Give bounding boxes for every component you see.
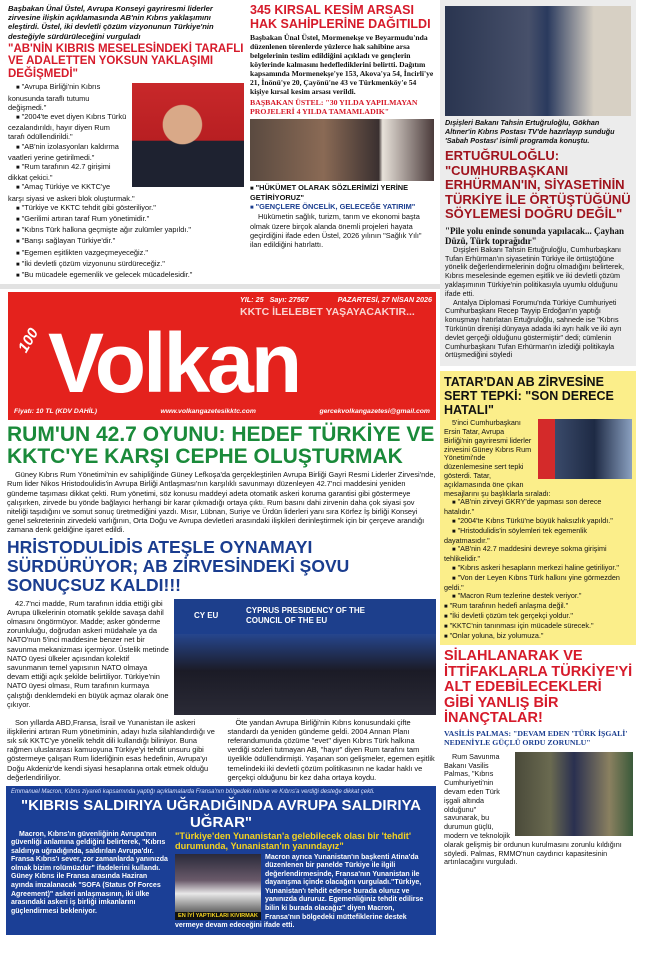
arsa-subhead: BAŞBAKAN ÜSTEL: "30 YILDA YAPILMAYAN PROJELERİ 4 YILDA TAMAMLADIK" [250, 98, 418, 116]
bullet: ■ "AB'nin zirveyi GKRY'de yapması son derece hatalıdır." [444, 498, 632, 517]
issue-number: Sayı: 27567 [269, 295, 309, 305]
palmas-subhead: VASİLİS PALMAS: "DEVAM EDEN 'TÜRK İŞGALİ' NEDENİYLE GÜÇLÜ ORDU ZORUNLU" [444, 728, 628, 747]
slogan: KKTC İLELEBET YAŞAYACAKTIR... [240, 306, 415, 319]
main-col-1: 42.7'nci madde, Rum tarafının iddia ettiği gibi Avrupa ülkelerinin otomatik şekilde savaşa dahil olmasını öngörmüyor. Madde; asker gönderme zorunluluğu, doğrudan askeri müdahale ya da NATO'nun 5'inci maddesine benzer net bir savunma mekanizması içermiyor. Üstelik metinde NATO üyesi ülkeler açısından kolektif savunmanın temel yapısının NATO olmaya devam ettiği açık şekilde belirtiliyor. Türkiye'nin NATO üyesi olması, Rum tarafının kurmaya çalıştığı denklemdeki en büyük açmaz olarak öne çıkıyor. [7, 598, 169, 709]
palmas-headline: SİLAHLANARAK VE İTTİFAKLARLA TÜRKİYE'Yİ ALT EDEBİLECEKLERİ GİBİ YANLIŞ BİR İNANÇTALAR! [444, 648, 633, 727]
bullet: ■ "Egemen eşitlikten vazgeçmeyeceğiz." [8, 248, 244, 259]
tatar-bullets [444, 498, 632, 641]
arsa-headline: 345 KIRSAL KESİM ARSASI HAK SAHİPLERİNE DAĞITILDI [250, 3, 431, 31]
bullet: ■ "2004'te evet diyen Kıbrıs Türkü cezalandırıldı, hayır diyen Rum tarafı ödüllendirildi." [8, 112, 244, 142]
main-lead: Güney Kıbrıs Rum Yönetimi'nin ev sahipliğinde Güney Lefkoşa'da gerçekleştirilen Avrupa Birliği Gayri Resmi Liderler Zirvesi'nde, Rum lider Nikos Hristodoulidis'in Avrupa Birliği Antlaşması'nın karşılıklı savunmayı düzenleyen 42.7'nci maddesini yeniden gündeme taşıması dikkat çekti. Rum yönetimi, söz konusu maddeyi adeta otomatik askeri koruma garantisi gibi göstermeye çalışırken, zirvede bu yönde bağlayıcı herhangi bir karar çıkmadığı ortaya çıktı. Rum basını dahi zirvenin daha çok siyasi şov niteliği taşıdığını ve somut sonuç üretmediğini yazdı. Mısır, Lübnan, Suriye ve Ürdün liderleri yanı sıra Körfez İş birliği Konseyi genel sekreterinin zirvedeki varlığının, Orta Doğu ve Avrupa devletleri arasındaki ilişkileri derinleştirmek için bir çerçeve arandığı zamana denk geldiğine işaret edildi. [7, 470, 436, 535]
macron-headline: "KIBRIS SALDIRIYA UĞRADIĞINDA AVRUPA SALDIRIYA UĞRAR" [21, 796, 421, 831]
macron-photo [175, 854, 261, 920]
ustel-photo [132, 83, 244, 187]
ustel-article [8, 4, 244, 281]
price: Fiyatı: 10 TL (KDV DAHİL) [14, 408, 97, 416]
photo-caption-banner: EN İYİ YAPTIKLARI KIVIRMAK [175, 912, 261, 920]
macron-right [175, 831, 431, 931]
macron-col-1: Macron, Kıbrıs'ın güvenliğinin Avrupa'nın güvenliği anlamına geldiğini belirterek, "Kıbrıs saldırıya uğradığında, saldırılan Avrupa'dır. Fransa Kıbrıs'ı sever, zor zamanlarda yanınızda olmak bizim rolümüzdür" ifadelerini kullandı. Güney Kıbrıs ile Fransa arasında Haziran ayında imzalanacak "SOFA (Status Of Forces Agreement)" askeri anlaşmasının, iki ülke arasındaki askeri iş birliği imkanlarını güçlendirmesi bekleniyor. [11, 830, 168, 915]
summit-photo [174, 599, 436, 715]
bullet: ■ "Hristodulidis'in söylemleri tek egemenlik dayatmasıdır." [444, 527, 632, 546]
arsa-bullet-2: ■ "GENÇLERE ÖNCELİK, GELECEĞE YATIRIM" [250, 203, 434, 213]
arsa-bullet-1: ■ "HÜKÜMET OLARAK SÖZLERİMİZİ YERİNE GETİRİYORUZ" [250, 184, 434, 203]
tatar-photo [538, 419, 632, 479]
presidency-banner: CYPRUS PRESIDENCY OF THE COUNCIL OF THE EU [246, 605, 365, 625]
palmas-article [440, 645, 636, 867]
main-headline-2: HRİSTODULİDİS ATEŞLE OYNAMAYI SÜRDÜRÜYOR; AB ZİRVESİNDEKİ ŞOVU SONUÇSUZ KALDI!!! [7, 536, 350, 595]
year: YIL: 25 [240, 295, 264, 305]
tatar-body: 5'inci Cumhurbaşkanı Ersin Tatar, Avrupa Birliği'nin gayriresmi liderler zirvesini Güney Kıbrıs Rum Yönetimi'nde düzenlemesine sert tepki gösterdi. Tatar, açıklamasında öne çıkan mesajlarını şu başlıklarla sıraladı: [444, 418, 551, 498]
masthead [8, 292, 436, 420]
email-link[interactable]: gercekvolkangazetesi@gmail.com [319, 408, 430, 416]
bullet: ■ "Kıbrıs askeri hesapların merkezi haline getiriliyor." [444, 564, 632, 574]
ertugruloglu-body-1: Dışişleri Bakanı Tahsin Ertuğruloğlu, Cumhurbaşkanı Tufan Erhürman'ın siyasetinin Türkiye ile örtüştüğüne yönelik değerlendirmelerinin doğru olmadığını belirterek, Kıbrıs meselesinde egemen eşitlik ve iki devletli çözüm yaklaşımının Türkiye'nin politikasıyla uyumlu olduğunu ifade etti. [445, 244, 624, 298]
right-column [440, 0, 636, 867]
anniversary-badge: 100 [14, 325, 43, 356]
main-headline: RUM'UN 42.7 OYUNU: HEDEF TÜRKİYE VE KKTC'YE KARŞI CEPHE OLUŞTURMAK [7, 423, 435, 469]
bullet: ■ "2004'te Kıbrıs Türkü'ne büyük haksızlık yapıldı." [444, 517, 632, 527]
macron-columns [11, 831, 431, 931]
macron-col-2: Macron ayrıca Yunanistan'ın başkenti Atina'da düzenlenen bir panelde Türkiye ile ilgili değerlendirmesinde, Fransa'nın Yunanistan ile dayanışma içinde olacağını vurguladı."Türkiye, Yunanistan'ı tehdit ederse burada oluruz ve yanınızda dururuz. Egemenliğiniz tehdit edilirse bilin ki burada olacağız" diyen Macron, Fransa'nın bölgedeki müttefiklerine destek vermeye devam edeceğini ifade etti. [175, 853, 424, 930]
bullet: ■ "Avrupa Birliği'nin Kıbrıs konusunda taraflı tutumu değişmedi." [8, 82, 244, 112]
arsa-body: Başbakan Ünal Üstel, Mormenekşe ve Beyarmudu'nda düzenlenen törenlerde yüzlerce hak sahibine arsa belgelerinin teslim edildiğini açıkladı ve gençlerin köylerinde kalmasını hedeflediklerini belirtti. Dağıtım kapsamında Mormenekşe'ye 153, Akova'ya 54, İncirli'ye 21, İnönü'ye 20, Çayönü'ne 43 ve Türkmenköy'e 54 kişiye kırsal kesim arsası verildi. [250, 33, 434, 96]
bullet: ■ "Onlar yoluna, biz yolumuza." [444, 632, 632, 642]
arsa-article [250, 4, 434, 281]
bullet: ■ "Barışı sağlayan Türkiye'dir." [8, 236, 244, 247]
arsa-photo [250, 119, 434, 181]
macron-box [6, 786, 436, 935]
palmas-photo [515, 752, 633, 836]
bullet: ■ "AB'nin izolasyonları kaldırma vaatleri yerine getirilmedi." [8, 142, 244, 162]
tatar-headline: TATAR'DAN AB ZİRVESİNE SERT TEPKİ: "SON DERECE HATALI" [444, 375, 614, 418]
tatar-box [440, 371, 636, 645]
main-col-1b: Son yıllarda ABD,Fransa, İsrail ve Yunanistan ile askeri ilişkilerini artıran Rum yönetiminin, adayı hızla silahlandırdığı ve sık sık KKTC'ye yönelik tehdit dili kullandığı biliniyor. Buna rağmen uluslararası kamuoyuna Türkiye'yi tehdit unsuru gibi göstermeye çalışan Rum liderliğinin esas hedefinin, Avrupa'yı Doğu Akdeniz'de kendi siyasi hesaplarına ortak etmek olduğu değerlendiriliyor. [7, 717, 215, 782]
top-row [0, 0, 440, 289]
bullet: ■ "Kıbrıs Türk halkına geçmişte ağır zulümler yapıldı." [8, 225, 244, 236]
palmas-body: Rum Savunma Bakanı Vasilis Palmas, "Kıbrıs Cumhuriyeti'nin devam eden Türk işgali altında olduğunu" savunarak, bu durumun güçlü, modern ve teknolojik olarak gelişmiş bir ordunun kurulmasını zorunlu kıldığını söyledi. Palmas, RMMO'nun caydırıcı kapasitesinin artırılacağını vurguladı. [444, 751, 622, 867]
date: PAZARTESİ, 27 NİSAN 2026 [337, 295, 432, 305]
volkan-logo: Volkan [48, 316, 300, 411]
bullet: ■ "Gerilimi artıran taraf Rum yönetimidir." [8, 214, 244, 225]
website-link[interactable]: www.volkangazetesikktc.com [160, 408, 256, 416]
bullet: ■ "Rum tarafının hedefi anlaşma değil." [444, 602, 632, 612]
issue-info [240, 295, 432, 304]
bullet: ■ "Rum tarafının 42.7 girişimi dikkat çekici." [8, 162, 244, 182]
bullet: ■ "Von der Leyen Kıbrıs Türk halkını yine görmezden geldi." [444, 574, 632, 593]
bullet: ■ "İki devletli çözüm tek gerçekçi yoldur." [444, 612, 632, 622]
cy-eu-logo: CY EU [194, 610, 219, 620]
arsa-body-2: Hükümetin sağlık, turizm, tarım ve ekonomi başta olmak üzere birçok alanda önemli projeleri hayata geçirdiğini ifade eden Üstel, 2026 yılının "Sağlık Yılı" ilan edildiğini hatırlattı. [250, 212, 422, 249]
main-col-2: Öte yandan Avrupa Birliği'nin Kıbrıs konusundaki çifte standardı da yeniden gündeme geldi. 2004 Annan Planı referandumunda çözüme "evet" diyen Kıbrıs Türk halkına verdiği sözleri tutmayan AB, "hayır" diyen Rum tarafını tam üyelikle ödüllendirmişti. Yaşanan son gelişmeler, egemen eşitlik temelindeki iki devletli çözüm politikasının ne kadar haklı ve gerçekçi olduğunu bir kez daha ortaya koydu. [227, 717, 435, 782]
bullet: ■ "KKTC'nin tanınması için mücadele sürecek." [444, 622, 632, 632]
ustel-intro: Başbakan Ünal Üstel, Avrupa Konseyi gayriresmi liderler zirvesine ilişkin açıklamasında AB'nin Kıbrıs yaklaşımını eleştirdi. Üstel, iki devletli çözüm vizyonunun Türkiye'nin desteğiyle sürdürüleceğini vurguladı [8, 4, 214, 41]
ertugruloglu-body-2: Antalya Diplomasi Forumu'nda Türkiye Cumhuriyeti Cumhurbaşkanı Recep Tayyip Erdoğan'ın yaptığı konuşmayı hatırlatan Ertuğruloğlu, sahnede ise "Kıbrıs Türkünün direnişi dünyaya adada iki ayrı halk ve iki ayrı devlet gerçeği olduğunu göstermiştir" dedi; cümlenin Cumhurbaşkanı Tufan Erhürman'ın izlediği politikayla örtüşmediğini söyledi [445, 297, 622, 360]
macron-subhead: "Türkiye'den Yunanistan'a gelebilecek olası bir 'tehdit' durumunda, Yunanistan'ın yanındayız" [175, 830, 412, 852]
ustel-headline: "AB'NİN KIBRIS MESELESİNDEKİ TARAFLI VE ADALETTEN YOKSUN YAKLAŞIMI DEĞİŞMEDİ" [8, 42, 244, 80]
bullet: ■ "AB'nin 42.7 maddesini devreye sokma girişimi tehlikelidir." [444, 545, 632, 564]
ertugruloglu-headline: ERTUĞRULOĞLU: "CUMHURBAŞKANI ERHÜRMAN'IN, SİYASETİNİN TÜRKİYE İLE ÖRTÜŞTÜĞÜNÜ SÖYLEMESİ DOĞRU DEĞİL" [445, 148, 631, 222]
bullet: ■ "Amaç Türkiye ve KKTC'ye karşı siyasi ve askeri blok oluşturmak." [8, 182, 244, 202]
lower-columns [7, 718, 436, 782]
bullet: ■ "Macron Rum tezlerine destek veriyor." [444, 592, 632, 602]
ertugruloglu-photo [445, 6, 631, 116]
ertugruloglu-subhead: "Pile yolu eninde sonunda yapılacak... Çayhan Düzü, Türk toprağıdır" [445, 225, 625, 246]
bullet: ■ "Bu mücadele egemenlik ve gelecek mücadelesidir." [8, 270, 244, 281]
ertugruloglu-article [440, 0, 636, 366]
main-story [0, 420, 440, 782]
bullet: ■ "Türkiye ve KKTC tehdit gibi gösteriliyor." [8, 203, 244, 214]
photo-caption: Dışişleri Bakanı Tahsin Ertuğruloğlu, Gökhan Altıner'in Kıbrıs Postası TV'de hazırlayıp sunduğu 'Sabah Postası' isimli programda konuştu. [445, 118, 615, 145]
bullet: ■ "İki devletli çözüm vizyonunu sürdüreceğiz." [8, 259, 244, 270]
macron-intro: Emmanuel Macron, Kıbrıs ziyareti kapsamında yaptığı açıklamalarda Fransa'nın bölgedeki rolüne ve Kıbrıs'a verdiği desteğe dikkat çekti. [11, 789, 375, 796]
footer-strip [14, 408, 430, 415]
